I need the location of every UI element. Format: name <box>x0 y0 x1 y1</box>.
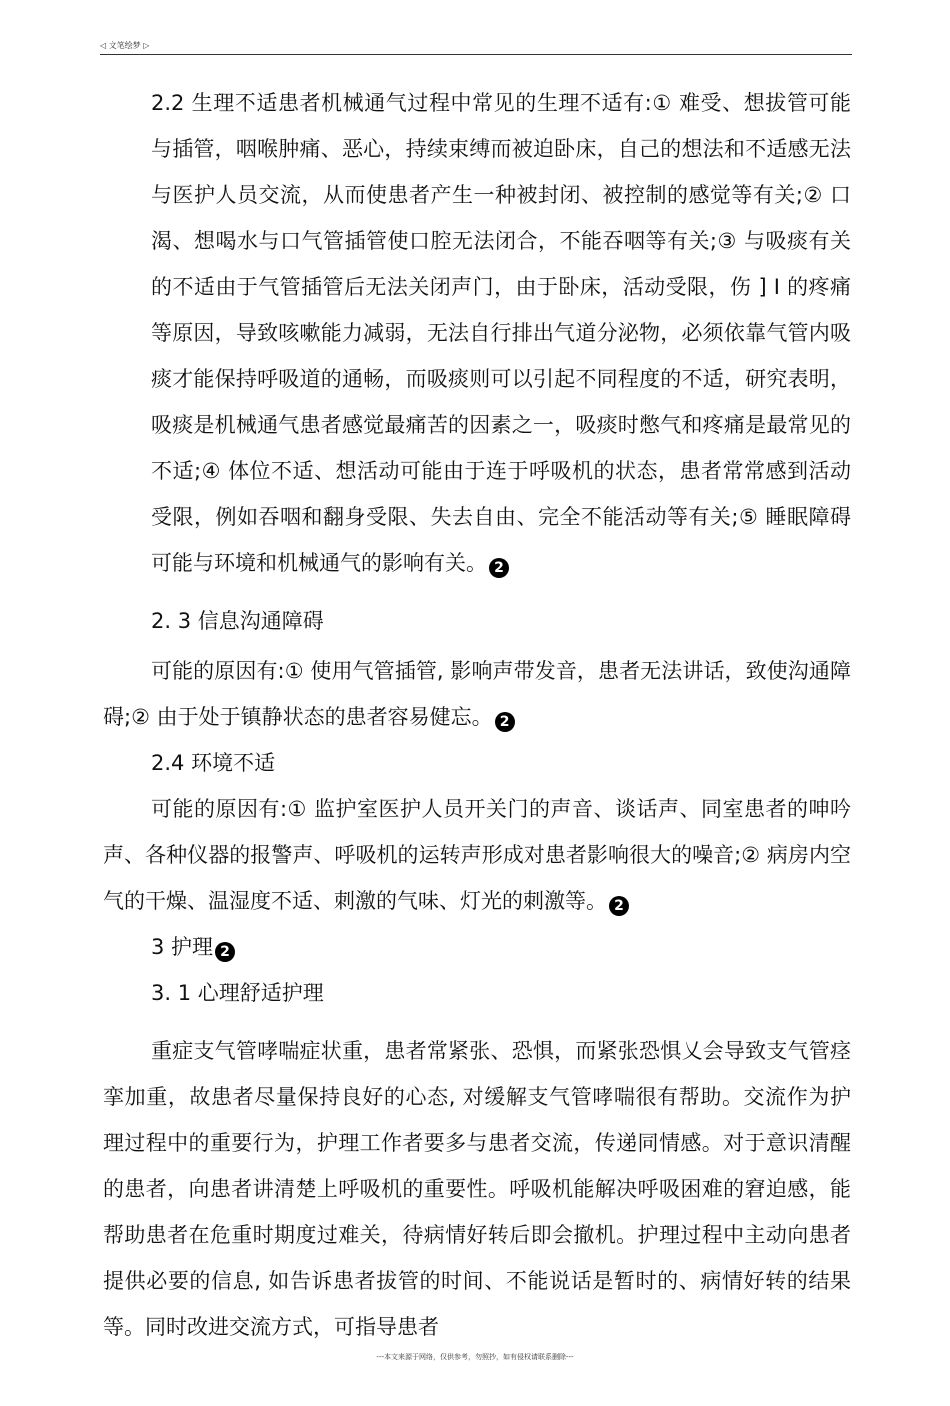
document-body <box>103 80 851 1350</box>
footnote-badge: 2 <box>215 942 235 962</box>
heading-text: 3 护理 <box>151 935 214 959</box>
paragraph-text: 可能的原因有:① 监护室医护人员开关门的声音、谈话声、同室患者的呻吟声、各种仪器的报警声、呼吸机的运转声形成对患者影响很大的噪音;② 病房内空气的干燥、温湿度不适、刺激的气味、灯光的刺激等。 <box>103 797 851 913</box>
heading-3-1: 3. 1 心理舒适护理 <box>151 981 324 1005</box>
right-triangle-icon: ▷ <box>143 41 150 50</box>
header-divider <box>100 54 852 55</box>
paragraph-text: 可能的原因有:① 使用气管插管, 影响声带发音，患者无法讲话，致使沟通障碍;② 由于处于镇静状态的患者容易健忘。 <box>103 659 851 729</box>
footnote-badge: 2 <box>489 558 509 578</box>
footnote-badge: 2 <box>609 896 629 916</box>
paragraph-physiological-discomfort <box>103 80 851 586</box>
page-header <box>100 40 852 54</box>
paragraph-psychological-care: 重症支气管哮喘症状重，患者常紧张、恐惧，而紧张恐惧乂会导致支气管痉挛加重，故患者尽量保持良好的心态, 对缓解支气管哮喘很有帮助。交流作为护理过程中的重要行为，护理工作者要多与患者交流，传递同情感。对于意识清醒的患者，向患者讲清楚上呼吸机的重要性。呼吸机能解决呼吸困难的窘迫感，能帮助患者在危重时期度过难关，待病情好转后即会撤机。护理过程中主动向患者提供必要的信息, 如告诉患者拔管的时间、不能说话是暂时的、病情好转的结果等。同时改进交流方式，可指导患者 <box>103 1039 851 1339</box>
footnote-badge: 2 <box>495 712 515 732</box>
paragraph-communication-barrier <box>103 648 851 740</box>
heading-3 <box>103 924 851 970</box>
paragraph-text: 2.2 生理不适患者机械通气过程中常见的生理不适有:① 难受、想拔管可能与插管，咽喉肿痛、恶心，持续束缚而被迫卧床，自己的想法和不适感无法与医护人员交流，从而使患者产生一种被封闭、被控制的感觉等有关;② 口渴、想喝水与口气管插管使口腔无法闭合，不能吞咽等有关;③ 与吸痰有关的不适由于气管插管后无法关闭声门，由于卧床，活动受限，伤 ] I 的疼痛等原因，导致咳嗽能力减弱，无法自行排出气道分泌物，必须依靠气管内吸痰才能保持呼吸道的通畅，而吸痰则可以引起不同程度的不适，研究表明，吸痰是机械通气患者感觉最痛苦的因素之一，吸痰时憋气和疼痛是最常见的不适;④ 体位不适、想活动可能由于连于呼吸机的状态，患者常常感到活动受限，例如吞咽和翻身受限、失去自由、完全不能活动等有关;⑤ 睡眠障碍可能与环境和机械通气的影响有关。 <box>151 91 851 575</box>
paragraph-environment-discomfort <box>103 786 851 924</box>
page-footer: ---本文来源于网络，仅供参考，勿照抄，如有侵权请联系删除--- <box>376 1353 574 1361</box>
heading-2-4: 2.4 环境不适 <box>151 751 276 775</box>
heading-2-3: 2. 3 信息沟通障碍 <box>151 609 324 633</box>
left-triangle-icon: ◁ <box>100 41 107 50</box>
header-title: 文笔绘梦 <box>108 41 141 50</box>
